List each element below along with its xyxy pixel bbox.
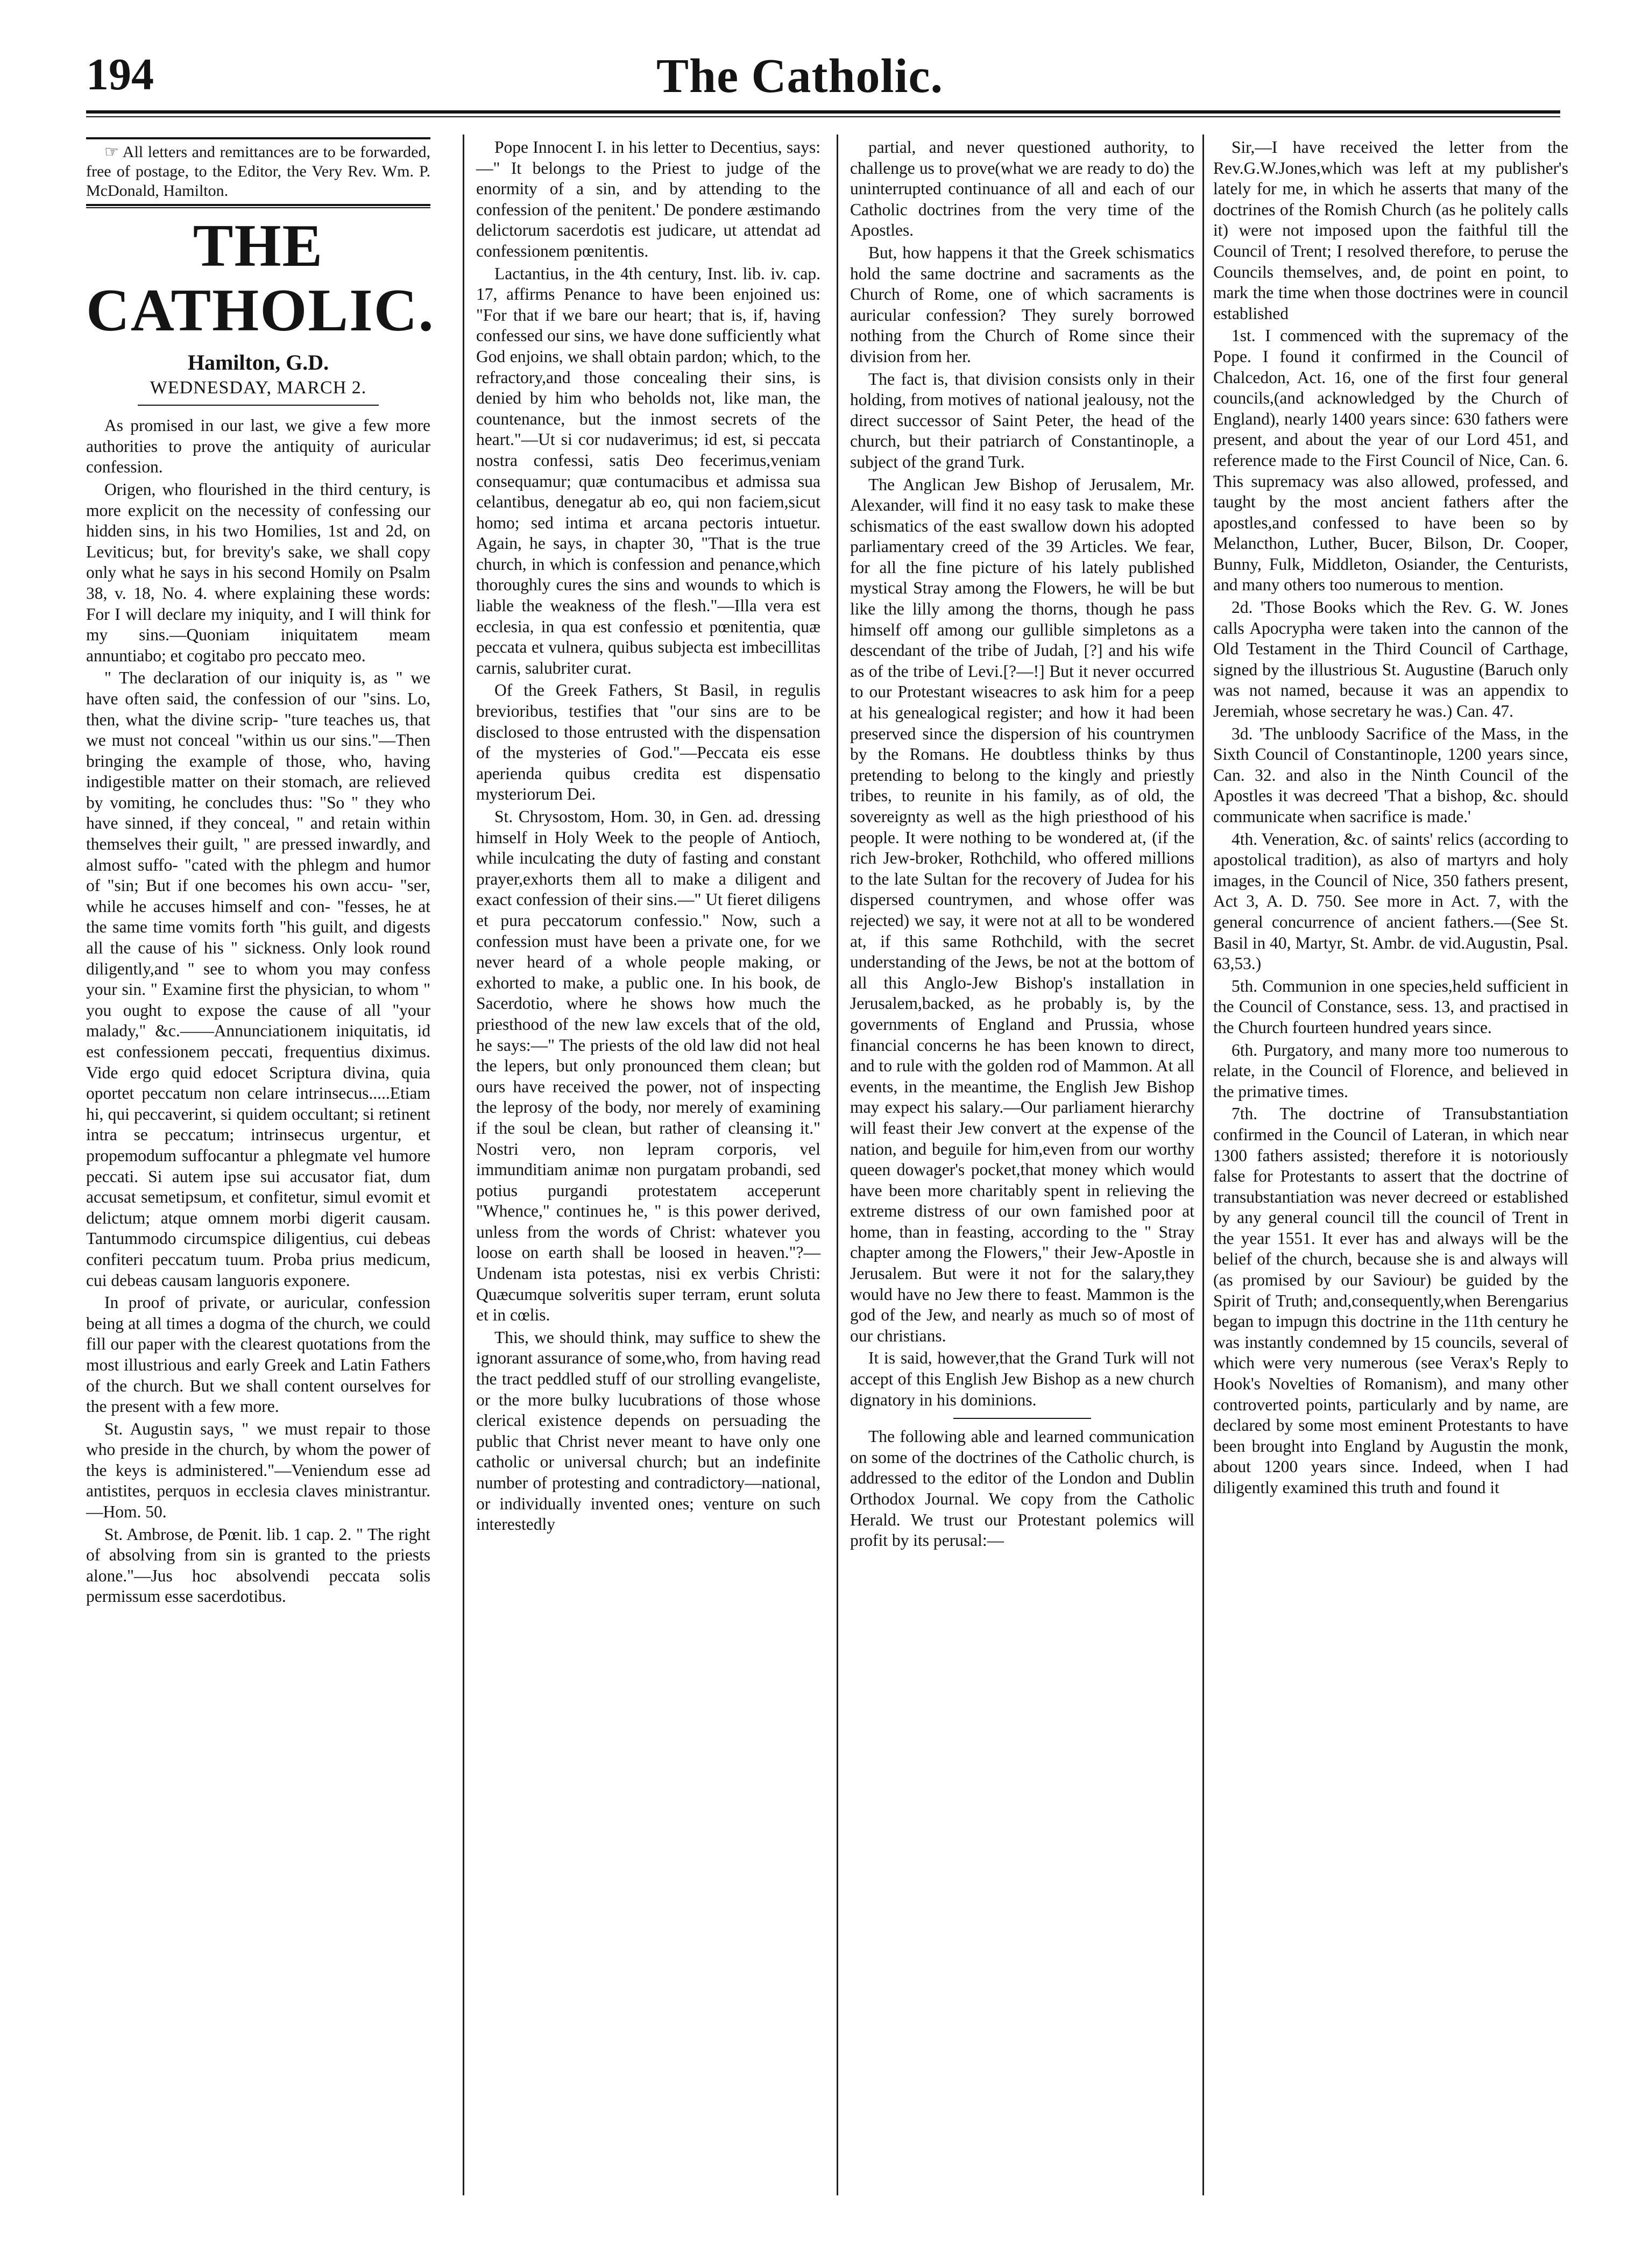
section-rule [953, 1418, 1091, 1419]
article-paragraph: Lactantius, in the 4th century, Inst. lib. iv. cap. 17, affirms Penance to have been enjoined us: "For that if we bare our heart; that is, if, having confessed our sins, we have done sufficiently what God enjoins, we shall obtain pardon; which, to the refractory,and those concealing their sins, is denied by him who beholds not, like man, the countenance, but the inmost secrets of the heart."—Ut si cor nudaverimus; id est, si peccata nostra confessi, satis Deo fecerimus,veniam consequamur; quæ contumacibus et admissa sua celantibus, denegatur ab eo, qui non faciem,sicut homo; sed intima et arcana pectoris intuetur. Again, he says, in chapter 30, "That is the true church, in which is confession and penance,which thoroughly cures the sins and wounds to which is liable the weakness of the flesh."—Illa vera est ecclesia, in qua est confessio et pœnitentia, quæ peccata et vulnera, quibus subjecta est imbecillitas carnis, salubriter curat. [476, 264, 820, 677]
article-paragraph: 2d. 'Those Books which the Rev. G. W. Jones calls Apocrypha were taken into the cannon of the Old Testament in the Third Council of Carthage, signed by the illustrious St. Augustine (Baruch only was not named, because it was an appendix to Jeremiah, whose secretary he was.) Can. 47. [1213, 598, 1568, 721]
masthead-rule [86, 204, 430, 206]
article-paragraph: The following able and learned communication on some of the doctrines of the Catholic church, is addressed to the editor of the London and Dublin Orthodox Journal. We copy from the Catholic Herald. We trust our Protestant polemics will profit by its perusal:— [850, 1427, 1194, 1550]
column-1 [86, 137, 435, 1609]
running-title: The Catholic. [656, 50, 944, 103]
article-paragraph: Pope Innocent I. in his letter to Decentius, says:—" It belongs to the Priest to judge of the enormity of a sin, and by attending to the confession of the penitent.' De pondere æstimando delictorum sacerdotis est judicare, ut attendat ad confessionem pœnitentis. [476, 138, 820, 260]
article-paragraph: 5th. Communion in one species,held sufficient in the Council of Constance, sess. 13, and practised in the Church fourteen hundred years since. [1213, 976, 1568, 1037]
article-paragraph: 6th. Purgatory, and many more too numerous to relate, in the Council of Florence, and believed in the primative times. [1213, 1040, 1568, 1101]
article-paragraph: St. Ambrose, de Pœnit. lib. 1 cap. 2. " The right of absolving from sin is granted to the priests alone."—Jus hoc absolvendi peccata solis permissum esse sacerdotibus. [86, 1524, 430, 1606]
article-paragraph: Origen, who flourished in the third century, is more explicit on the necessity of confessing our hidden sins, in his two Homilies, 1st and 2d, on Leviticus; but, for brevity's sake, we shall copy only what he says in his second Homily on Psalm 38, v. 18, No. 4. where explaining these words: For I will declare my iniquity, and I will think for my sins.—Quoniam iniquitatem meam annuntiabo; et cogitabo pro peccato meo. [86, 479, 430, 665]
column-divider [1202, 135, 1204, 2195]
column-3 [850, 137, 1194, 1553]
page-number: 194 [86, 50, 154, 100]
column-2 [476, 137, 820, 1537]
masthead-title: THE CATHOLIC. [86, 213, 435, 344]
article-paragraph: St. Augustin says, " we must repair to those who preside in the church, by whom the power of the keys is administered."—Veniendum esse ad antistites, perquos in ecclesia claves ministrantur.—Hom. 50. [86, 1419, 430, 1522]
header-rule [86, 110, 1560, 114]
header-rule-thin [86, 116, 1560, 117]
editor-notice: ☞ All letters and remittances are to be forwarded, free of postage, to the Editor, the Very Rev. Wm. P. McDonald, Hamilton. [86, 137, 430, 201]
column-4 [1213, 137, 1568, 1500]
article-paragraph: Sir,—I have received the letter from the Rev.G.W.Jones,which was left at my publisher's lately for me, in which he asserts that many of the doctrines of the Romish Church (as he politely calls it) were not imposed upon the faithful till the Council of Trent; I resolved therefore, to peruse the Councils themselves, and, de point en point, to mark the time when those doctrines were in council established [1213, 138, 1568, 323]
article-paragraph: In proof of private, or auricular, confession being at all times a dogma of the church, we could fill our paper with the clearest quotations from the most illustrious and early Greek and Latin Fathers of the church. But we shall content ourselves for the present with a few more. [86, 1293, 430, 1416]
article-paragraph: This, we should think, may suffice to shew the ignorant assurance of some,who, from having read the tract peddled stuff of our strolling evangeliste, or the more bulky lucubrations of those whose clerical existence depends on persuading the public that Christ never meant to have only one catholic or universal church; but an indefinite number of protesting and contradictory—national, or individually invented ones; venture on such interestedly [476, 1327, 820, 1534]
article-paragraph: partial, and never questioned authority, to challenge us to prove(what we are ready to do) the uninterrupted continuance of all and each of our Catholic doctrines from the very time of the Apostles. [850, 138, 1194, 240]
article-paragraph: As promised in our last, we give a few more authorities to prove the antiquity of auricular confession. [86, 416, 430, 477]
article-paragraph: Of the Greek Fathers, St Basil, in regulis brevioribus, testifies that "our sins are to be disclosed to those entrusted with the dispensation of the mysteries of God."—Peccata eis esse aperienda quibus credita est dispensatio mysteriorum Dei. [476, 681, 820, 804]
article-paragraph: St. Chrysostom, Hom. 30, in Gen. ad. dressing himself in Holy Week to the people of Antioch, while inculcating the duty of fasting and constant prayer,exhorts them all to make a diligent and exact confession of their sins.—" Ut fieret diligens et pura peccatorum confessio." Now, such a confession must have been a private one, for we never heard of a whole people making, or exhorted to make, a public one. In his book, de Sacerdotio, where he shows how much the priesthood of the new law excels that of the old, he says:—" The priests of the old law did not heal the lepers, but only pronounced them clean; but ours have received the power, not of inspecting the leprosy of the body, nor merely of examining if the soul be clean, but rather of cleansing it." Nostri vero, non lepram corporis, vel immunditiam animæ non purgatam probandi, sed potius purgandi protestatem acceperunt "Whence," continues he, " is this power derived, unless from the words of Christ: whatever you loose on earth shall be loosed in heaven."?—Undenam ista potestas, nisi ex verbis Christi: Quæcumque solveritis super terram, erunt soluta et in cœlis. [476, 807, 820, 1325]
article-paragraph: 1st. I commenced with the supremacy of the Pope. I found it confirmed in the Council of Chalcedon, Act. 16, one of the first four general councils,(and acknowledged by the Church of England), nearly 1400 years since: 630 fathers were present, and about the year of our Lord 451, and reference made to the First Council of Nice, Can. 6. This supremacy was also allowed, professed, and taught by the most ancient fathers after the apostles,and confessed to have been so by Melancthon, Luther, Bucer, Bilson, Dr. Cooper, Bunny, Fulk, Middleton, Osiander, the Centurists, and many others too numerous to mention. [1213, 326, 1568, 595]
article-paragraph: It is said, however,that the Grand Turk will not accept of this English Jew Bishop as a new church dignatory in his dominions. [850, 1348, 1194, 1409]
article-paragraph: The fact is, that division consists only in their holding, from motives of national jealousy, not the direct successor of Saint Peter, the head of the church, but their patriarch of Constantinople, a subject of the grand Turk. [850, 369, 1194, 471]
article-paragraph: " The declaration of our iniquity is, as " we have often said, the confession of our "sins. Lo, then, what the divine scrip- "ture teaches us, that we must not conceal "within us our sins."—Then bringing the example of those, who, having indigestible matter on their stomach, are relieved by vomiting, he concludes thus: "So " they who have sinned, if they conceal, " and retain within themselves their guilt, " are pressed inwardly, and almost suffo- "cated with the phlegm and humor of "sin; But if one becomes his own accu- "ser, while he accuses himself and con- "fesses, he at the same time vomits forth "his guilt, and digests all the cause of his " sickness. Only look round diligently,and " see to whom you may confess your sin. " Examine first the physician, to whom " you ought to expose the cause of all "your malady," &c.——Annunciationem iniquitatis, id est confessionem peccati, frequentius diximus. Vide ergo quid edocet Scriptura divina, quia oportet peccatum non celare intrinsecus.....Etiam hi, qui peccaverint, si quidem occultant; si retinent intra se peccatum; intrinsecus urgentur, et propemodum suffocantur a phlegmate vel humore peccati. Si autem ipse sui accusator fiat, dum accusat semetipsum, et confitetur, simul evomit et delictum; atque omnem morbi digerit causam. Tantummodo circumspice diligentius, cui debeas confiteri peccatum tuum. Proba prius medicum, cui debeas causam languoris exponere. [86, 668, 430, 1290]
page-header [86, 48, 1560, 108]
date-rule [138, 405, 379, 406]
article-paragraph: 3d. 'The unbloody Sacrifice of the Mass, in the Sixth Council of Constantinople, 1200 years since, Can. 32. and also in the Ninth Council of the Apostles it was decreed 'That a bishop, &c. should communicate when sacrifice is made.' [1213, 724, 1568, 826]
article-paragraph: The Anglican Jew Bishop of Jerusalem, Mr. Alexander, will find it no easy task to make these schismatics of the east swallow down his adopted parliamentary creed of the 39 Articles. We fear, for all the fine picture of his lately published mystical Stray among the Flowers, he will be but like the lilly among the thorns, though he pass himself off among our gullible simpletons as a descendant of the tribe of Judah, [?] and his wife as of the tribe of Levi.[?—!] But it never occurred to our Protestant wiseacres to ask him for a peep at his genealogical register; and how it had been preserved since the dispersion of his countrymen by the Romans. He doubtless thinks by thus pretending to belong to the kingly and priestly tribes, to reunite in his family, as of old, the sovereignty as well as the high priesthood of his people. It were nothing to be wondered at, (if the rich Jew-broker, Rothchild, who offered millions to the late Sultan for the recovery of Judea for his dispersed countrymen, and whose offer was rejected) we say, it were not at all to be wondered at, if this same Rothchild, with the secret understanding of the Jews, be not at the bottom of all this Anglo-Jew Bishop's installation in Jerusalem,backed, as he probably is, by the governments of England and Prussia, whose financial concerns he has been known to direct, and to rule with the golden rod of Mammon. At all events, in the meantime, the English Jew Bishop may expect his salary.—Our parliament hierarchy will feast their Jew convert at the expense of the nation, and beguile for him,even from our worthy queen dowager's pocket,that money which would have been more charitably spent in relieving the extreme distress of our own famished poor at home, than in feasting, according to the " Stray chapter among the Flowers," their Jew-Apostle in Jerusalem. But were it not for the salary,they would have no Jew there to feast. Mammon is the god of the Jew, and nearly as much so of most of our christians. [850, 475, 1194, 1345]
masthead-rule-thin [86, 207, 430, 208]
date-line: WEDNESDAY, MARCH 2. [150, 377, 367, 398]
column-divider [837, 135, 838, 2195]
article-paragraph: But, how happens it that the Greek schismatics hold the same doctrine and sacraments as the Church of Rome, one of which sacraments is auricular confession? They surely borrowed nothing from the Church of Rome since their division from her. [850, 243, 1194, 366]
place-line: Hamilton, G.D. [187, 350, 329, 375]
article-paragraph: 7th. The doctrine of Transubstantiation confirmed in the Council of Lateran, in which near 1300 fathers assisted; therefore it is notoriously false for Protestants to assert that the doctrine of transubstantiation was never decreed or established by any general council till the council of Trent in the year 1551. It ever has and always will be the belief of the church, because she is and always will (as promised by our Saviour) be guided by the Spirit of Truth; and,consequently,when Berengarius began to impugn this doctrine in the 11th century he was instantly condemned by 15 councils, several of which were very numerous (see Verax's Reply to Hook's Novelties of Romanism), and many other controverted points, particularly and by name, are declared by some most eminent Protestants to have been brought into England by Augustin the monk, about 1200 years since. Indeed, when I had diligently examined this truth and found it [1213, 1104, 1568, 1497]
article-paragraph: 4th. Veneration, &c. of saints' relics (according to apostolical tradition), as also of martyrs and holy images, in the Council of Nice, 350 fathers present, Act 3, A. D. 750. See more in Act. 7, with the general concurrence of ancient fathers.—(See St. Basil in 40, Martyr, St. Ambr. de vid.Augustin, Psal. 63,53.) [1213, 829, 1568, 973]
column-divider [463, 135, 464, 2195]
